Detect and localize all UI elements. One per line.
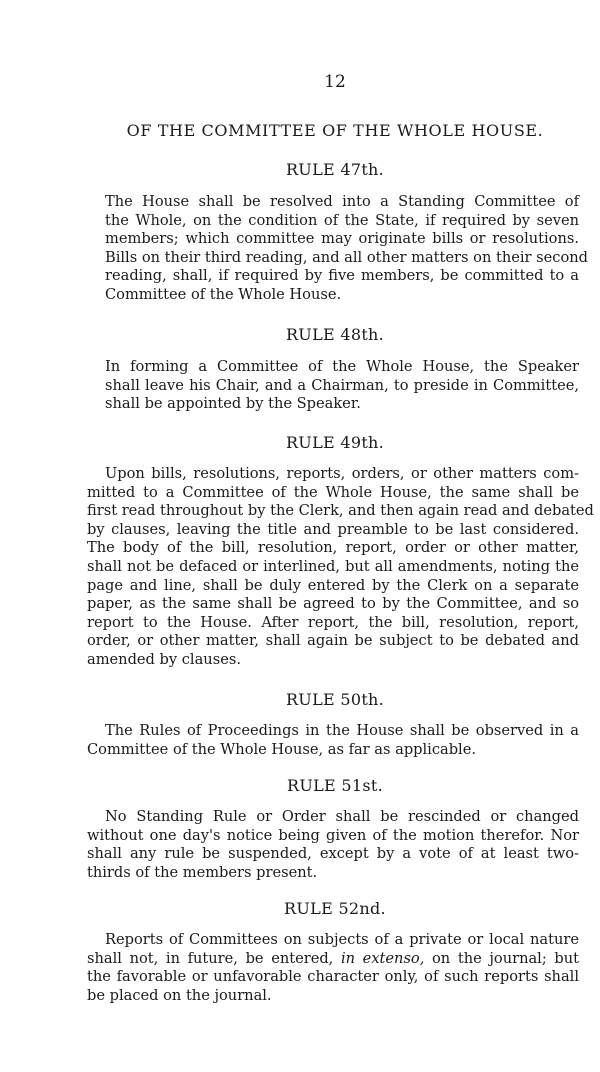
text-line: the Whole, on the condition of the State, if required by seven: [105, 211, 579, 229]
text-line: the favorable or unfavorable character only, of such reports shall: [87, 968, 579, 986]
text-line: Upon bills, resolutions, reports, orders, or other matters com-: [105, 465, 579, 482]
text-line: Bills on their third reading, and all other matters on their second: [105, 248, 588, 266]
text-line: page and line, shall be duly entered by the Clerk on a separate: [87, 576, 579, 594]
text-line: Committee of the Whole House.: [105, 285, 342, 303]
rule-49-text: [87, 465, 594, 670]
text-line: paper, as the same shall be agreed to by the Committee, and so: [87, 595, 579, 613]
rule-47-text: [87, 193, 588, 305]
rule-52-text: [87, 931, 579, 1005]
rule-50-heading: RULE 50th.: [285, 690, 385, 709]
rule-47-heading: RULE 47th.: [285, 160, 385, 179]
text-line: The body of the bill, resolution, report, order or other matter,: [87, 539, 579, 557]
text-line: mitted to a Committee of the Whole House, the same shall be: [87, 483, 579, 501]
rule-49-heading: RULE 49th.: [285, 433, 385, 452]
text-line: without one day's notice being given of the motion therefor. Nor: [87, 826, 579, 844]
text-segment: shall not, in future, be entered,: [87, 949, 341, 967]
text-line: members; which committee may originate bills or resolutions.: [105, 230, 579, 248]
rule-48-heading: RULE 48th.: [285, 325, 385, 344]
text-line: The Rules of Proceedings in the House shall be observed in a: [105, 722, 579, 739]
rule-52-heading: RULE 52nd.: [284, 899, 386, 918]
rule-51-heading: RULE 51st.: [286, 776, 383, 795]
text-line: No Standing Rule or Order shall be rescinded or changed: [105, 808, 579, 825]
text-line: reading, shall, if required by five members, be committed to a: [105, 267, 579, 285]
text-line: Reports of Committees on subjects of a private or local nature: [105, 931, 579, 948]
text-line: thirds of the members present.: [87, 863, 318, 881]
text-line: In forming a Committee of the Whole House, the Speaker: [105, 358, 579, 375]
text-line: shall not be defaced or interlined, but all amendments, noting the: [87, 557, 579, 575]
text-line: Committee of the Whole House, as far as applicable.: [87, 740, 477, 758]
italic-phrase: in extenso,: [340, 949, 425, 967]
text-line: by clauses, leaving the title and preamble to be last considered.: [87, 520, 579, 538]
text-line: first read throughout by the Clerk, and then again read and debated: [87, 502, 594, 520]
rule-50-text: [87, 722, 579, 759]
text-segment: on the journal; but: [424, 949, 580, 967]
text-line: shall any rule be suspended, except by a vote of at least two-: [87, 845, 579, 863]
page-number: 12: [324, 72, 346, 92]
text-line: order, or other matter, shall again be subject to be debated and: [87, 632, 579, 650]
section-title: OF THE COMMITTEE OF THE WHOLE HOUSE.: [126, 121, 544, 140]
text-line: shall be appointed by the Speaker.: [105, 395, 361, 413]
text-line: The House shall be resolved into a Standing Committee of: [105, 193, 579, 210]
rule-51-text: [87, 808, 579, 882]
text-line-with-italic: [87, 950, 579, 969]
text-line: amended by clauses.: [87, 650, 241, 668]
text-line: be placed on the journal.: [87, 986, 272, 1004]
rule-48-text: [87, 358, 579, 414]
text-line: shall leave his Chair, and a Chairman, to preside in Committee,: [105, 376, 579, 394]
text-line: report to the House. After report, the bill, resolution, report,: [87, 613, 579, 631]
